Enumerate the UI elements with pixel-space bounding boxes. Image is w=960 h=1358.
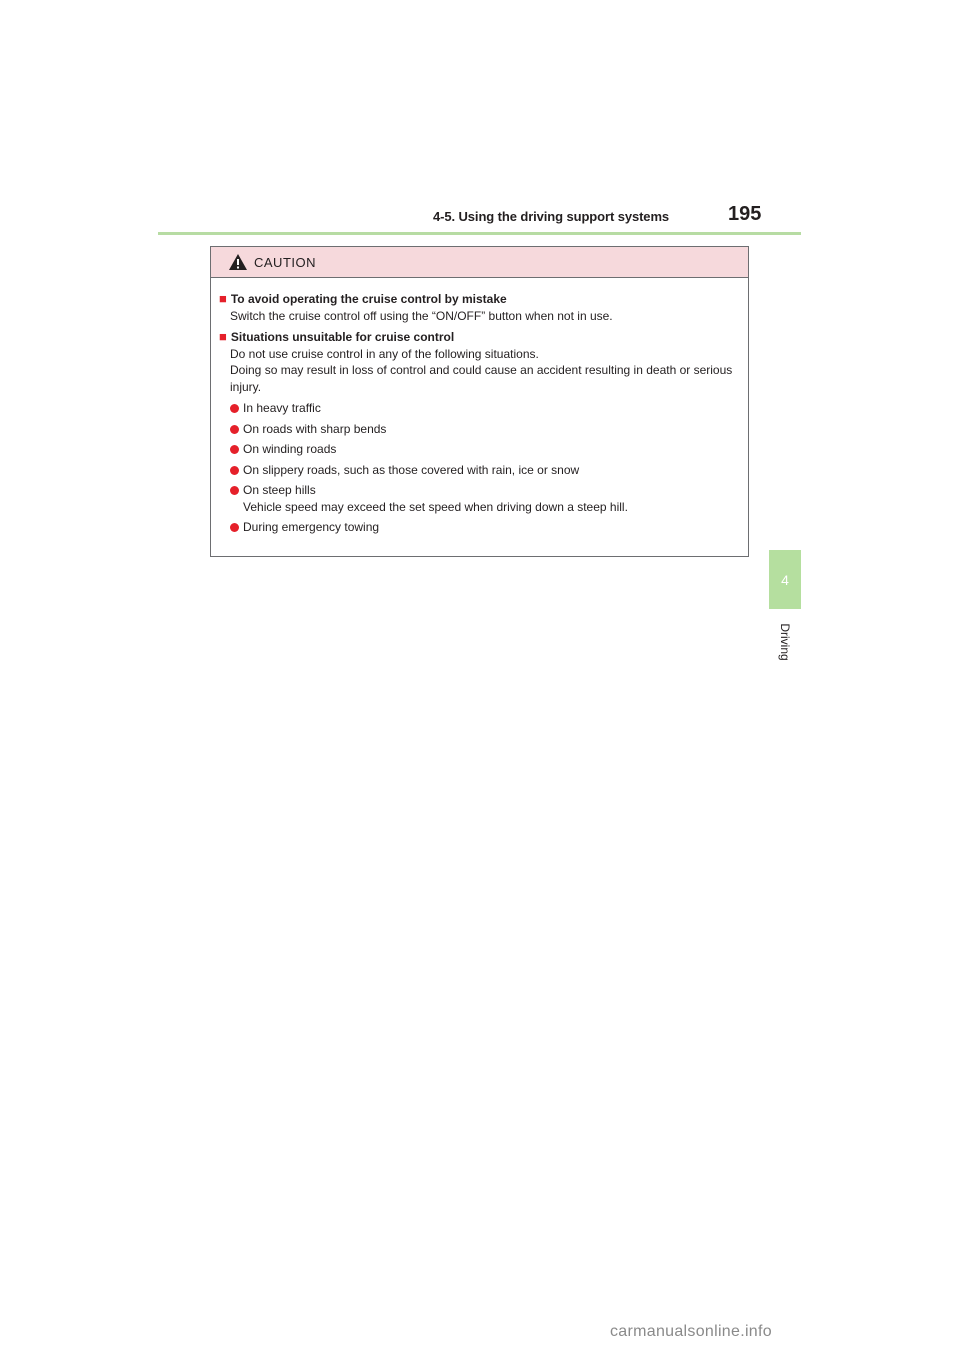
heading-text: Situations unsuitable for cruise control [230,330,455,344]
header-rule [158,232,801,235]
list-item-note: Vehicle speed may exceed the set speed when driving down a steep hill. [243,499,628,514]
list-item [219,482,740,515]
square-bullet-icon: ■ [219,291,227,306]
list-item [219,400,740,417]
list-item [219,519,740,536]
page-number: 195 [728,203,762,225]
chapter-tab [769,550,801,609]
caution-title: CAUTION [254,254,316,270]
bullet-dot-icon [230,466,239,475]
list-item [219,421,740,438]
chapter-label: Driving [778,623,792,661]
watermark: carmanualsonline.info [610,1323,772,1340]
section-text: Doing so may result in loss of control and could cause an accident resulting in death or serious injury. [230,363,733,394]
list-item-text: In heavy traffic [243,401,321,415]
section-heading-cruise-mistake [219,291,740,308]
caution-body [211,278,748,536]
list-item-text: During emergency towing [243,520,380,534]
caution-header [211,247,748,278]
bullet-dot-icon [230,523,239,532]
bullet-dot-icon [230,445,239,454]
section-text: Do not use cruise control in any of the following situations. [230,346,539,361]
list-item [219,462,740,479]
heading-text: To avoid operating the cruise control by mistake [230,292,507,306]
bullet-dot-icon [230,486,239,495]
bullet-dot-icon [230,404,239,413]
section-heading-unsuitable [219,329,740,346]
section-text: Switch the cruise control off using the “ON/OFF” button when not in use. [230,308,613,323]
bullet-dot-icon [230,425,239,434]
section-title: 4-5. Using the driving support systems [433,209,670,224]
list-item [219,441,740,458]
list-item-text: On steep hills [243,483,316,497]
list-item-text: On winding roads [243,442,337,456]
warning-triangle-icon [228,253,248,271]
chapter-number: 4 [781,571,789,588]
caution-box [210,246,749,557]
square-bullet-icon: ■ [219,329,227,344]
list-item-text: On roads with sharp bends [243,421,387,436]
list-item-text: On slippery roads, such as those covered with rain, ice or snow [243,462,580,477]
